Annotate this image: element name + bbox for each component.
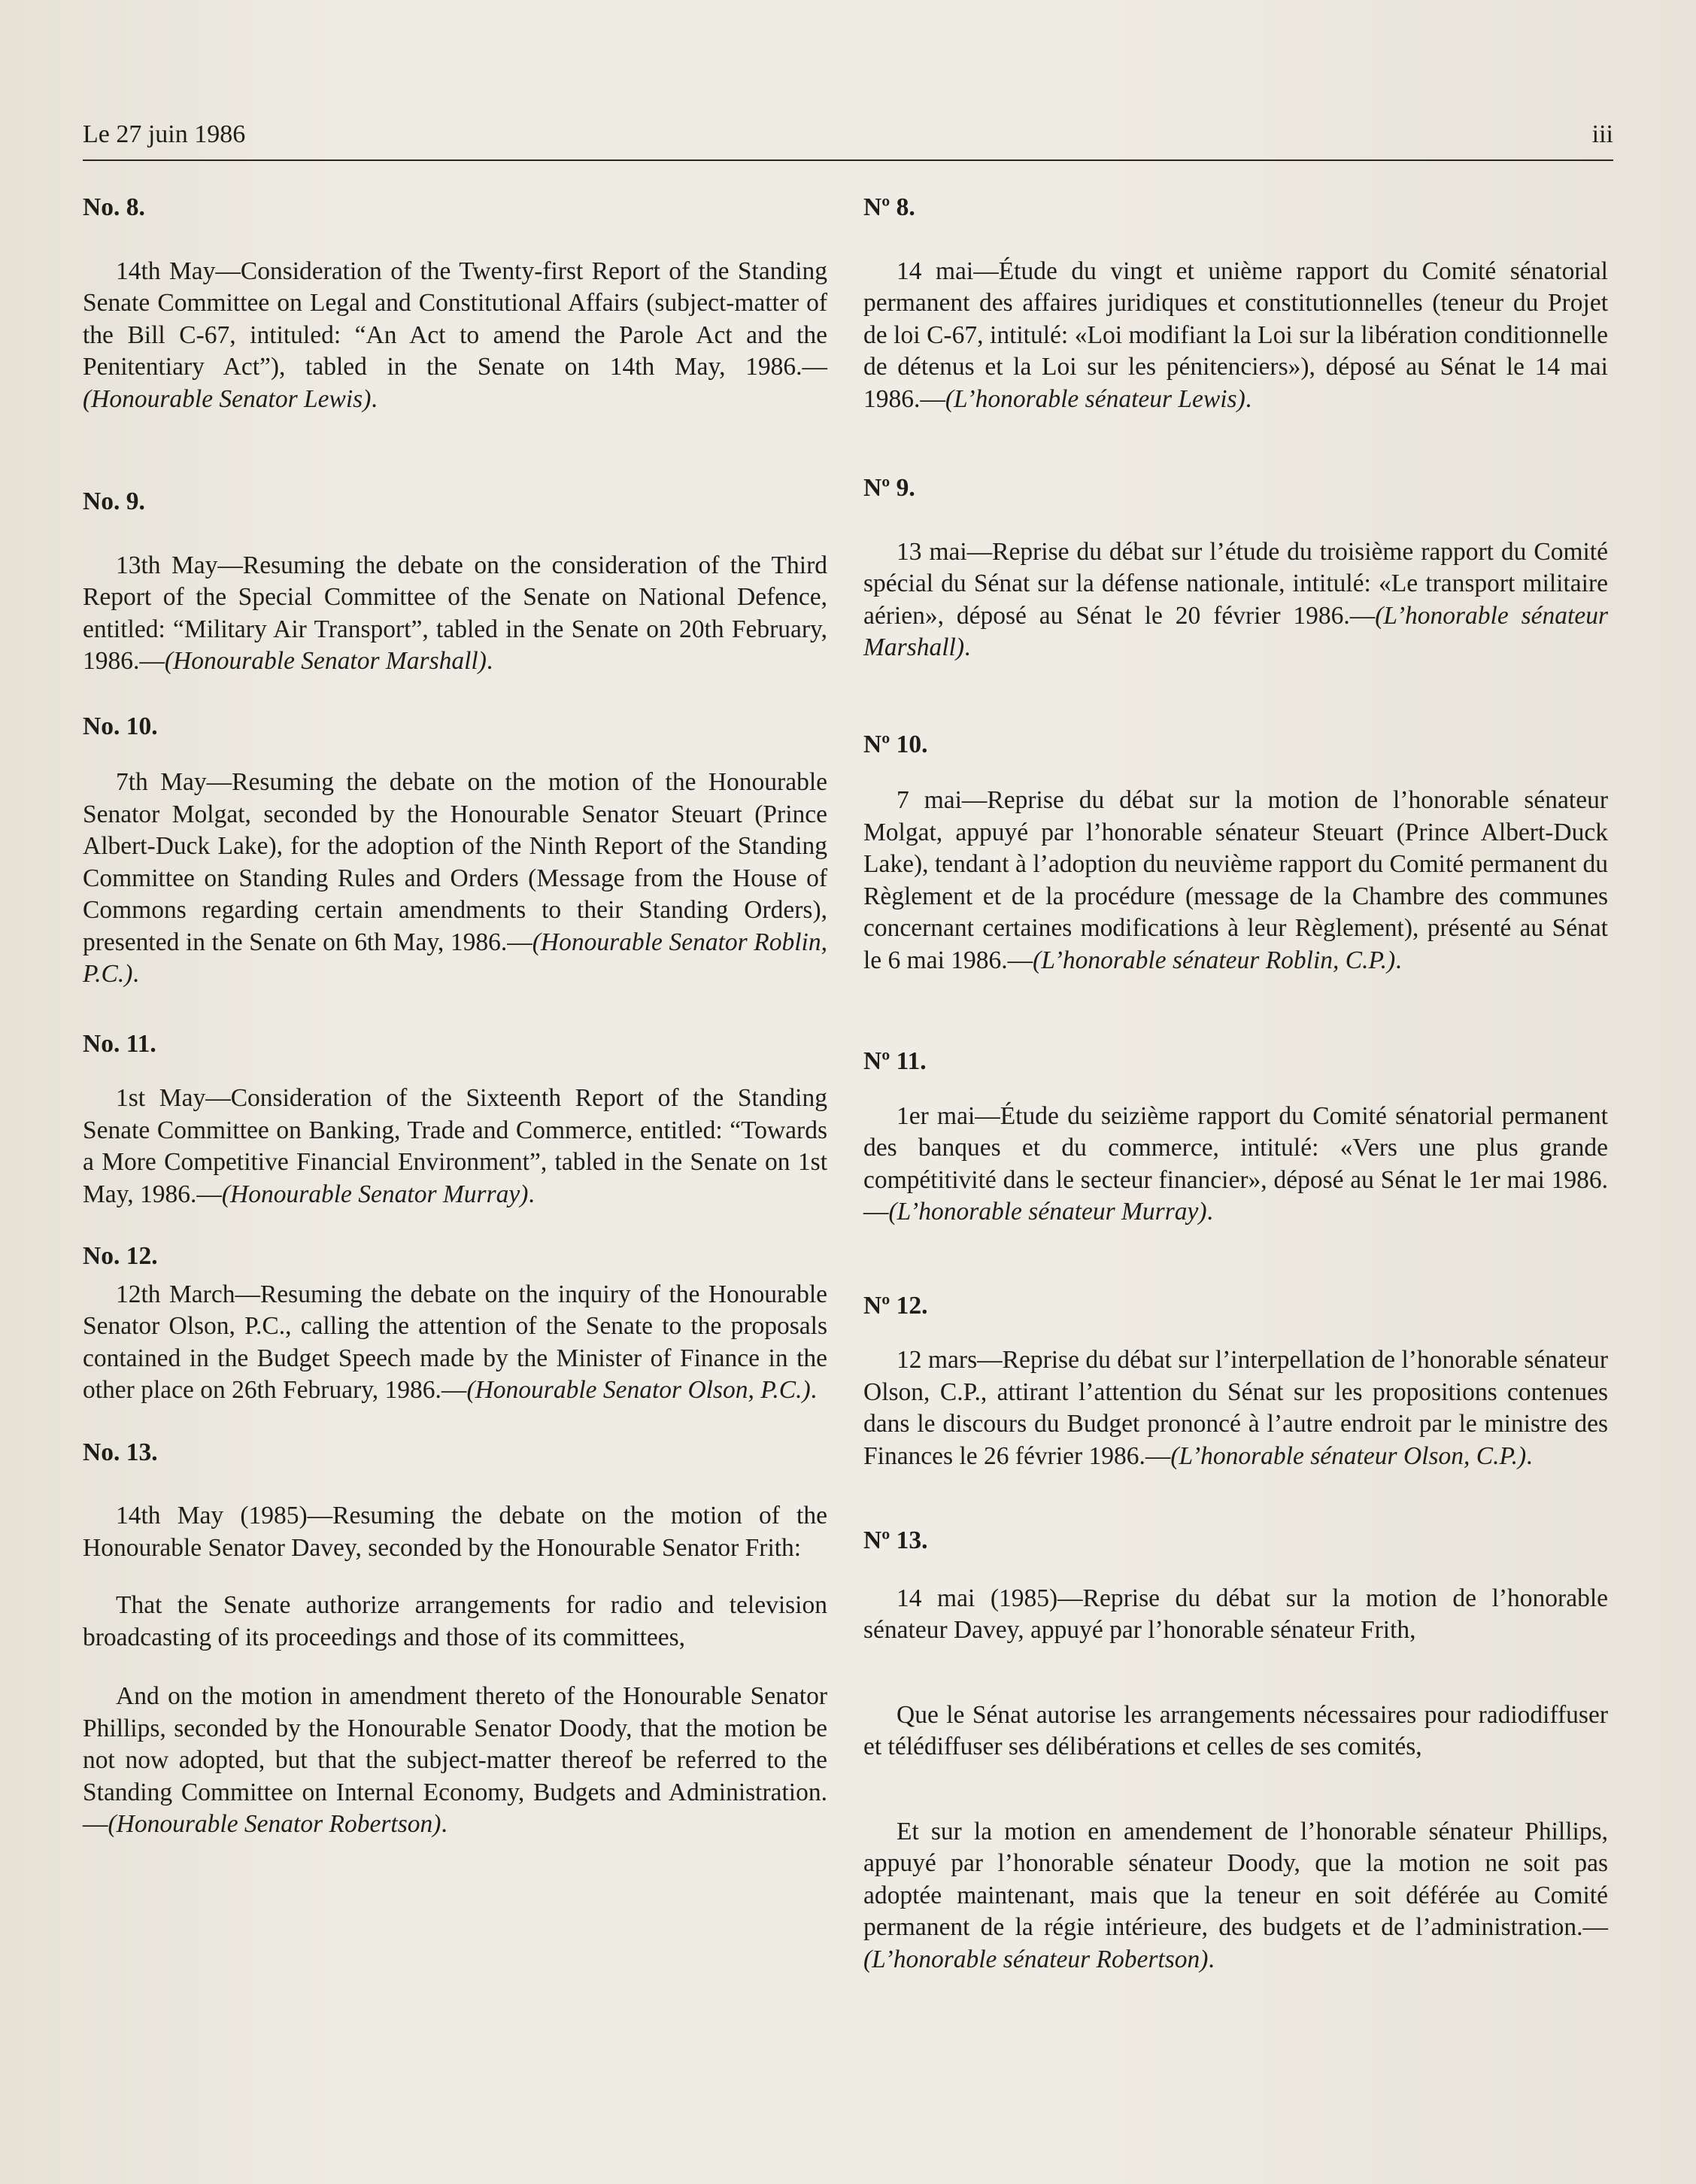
header-rule — [83, 159, 1613, 161]
item-heading: No. 11. — [83, 1029, 156, 1058]
french-column — [863, 192, 1608, 1976]
item-heading: Nº 11. — [863, 1047, 927, 1075]
item-paragraph: 12th March—Resuming the debate on the inquiry of the Honourable Senator Olson, P.C., calling the attention of the Senate to the proposals contained in the Budget Speech made by the Minister of Finance in the other place on 26th February, 1986.—(Honourable Senator Olson, P.C.). — [83, 1280, 827, 1404]
item-paragraph: 13 mai—Reprise du débat sur l’étude du troisième rapport du Comité spécial du Sénat sur la défense nationale, intitulé: «Le transport militaire aérien», déposé au Sénat le 20 février 1986.—(L’honorable sénateur Marshall). — [863, 537, 1608, 661]
item-paragraph: 14 mai (1985)—Reprise du débat sur la motion de l’honorable sénateur Davey, appuyé par l’honorable sénateur Frith, — [863, 1584, 1608, 1644]
header-date: Le 27 juin 1986 — [83, 120, 246, 148]
item-paragraph: 1st May—Consideration of the Sixteenth Report of the Standing Senate Committee on Banking, Trade and Commerce, entitled: “Towards a More Competitive Financial Environment”, tabled in the Senate on 1st May, 1986.—(Honourable Senator Murray). — [83, 1084, 827, 1208]
item-heading: No. 9. — [83, 488, 145, 515]
item-heading: No. 12. — [83, 1242, 158, 1270]
item-heading: Nº 12. — [863, 1291, 928, 1320]
english-column — [83, 192, 827, 1841]
item-heading: Nº 10. — [863, 730, 928, 758]
page-header — [83, 120, 1613, 158]
item-paragraph: And on the motion in amendment thereto of the Honourable Senator Phillips, seconded by the Honourable Senator Doody, that the motion be not now adopted, but that the subject-matter thereof be referred to the Standing Committee on Internal Economy, Budgets and Administration.—(Honourable Senator Robertson). — [83, 1682, 827, 1838]
item-paragraph: 7 mai—Reprise du débat sur la motion de l’honorable sénateur Molgat, appuyé par l’honorable sénateur Steuart (Prince Albert-Duck Lake), tendant à l’adoption du neuvième rapport du Comité permanent du Règlement et de la procédure (message de la Chambre des communes concernant certaines modifications à leur Règlement), présenté au Sénat le 6 mai 1986.—(L’honorable sénateur Roblin, C.P.). — [863, 786, 1608, 974]
item-heading: No. 10. — [83, 712, 158, 740]
item-heading: No. 13. — [83, 1438, 158, 1466]
item-paragraph: That the Senate authorize arrangements for radio and television broadcasting of its proceedings and those of its committees, — [83, 1591, 827, 1651]
item-paragraph: 12 mars—Reprise du débat sur l’interpellation de l’honorable sénateur Olson, C.P., attirant l’attention du Sénat sur les propositions contenues dans le discours du Budget prononcé à l’autre endroit par le ministre des Finances le 26 février 1986.—(L’honorable sénateur Olson, C.P.). — [863, 1346, 1608, 1470]
item-heading: No. 8. — [83, 193, 145, 221]
item-paragraph: 14th May (1985)—Resuming the debate on the motion of the Honourable Senator Davey, seconded by the Honourable Senator Frith: — [83, 1502, 827, 1562]
item-heading: Nº 13. — [863, 1526, 928, 1554]
item-paragraph: 14th May—Consideration of the Twenty-first Report of the Standing Senate Committee on Legal and Constitutional Affairs (subject-matter of the Bill C-67, intituled: “An Act to amend the Parole Act and the Penitentiary Act”), tabled in the Senate on 14th May, 1986.—(Honourable Senator Lewis). — [83, 257, 827, 413]
item-paragraph: Et sur la motion en amendement de l’honorable sénateur Phillips, appuyé par l’honorable sénateur Doody, que la motion ne soit pas adoptée maintenant, mais que la teneur en soit déférée au Comité permanent de la régie intérieure, des budgets et de l’administration.—(L’honorable sénateur Robertson). — [863, 1817, 1608, 1973]
item-paragraph: 7th May—Resuming the debate on the motion of the Honourable Senator Molgat, seconded by the Honourable Senator Steuart (Prince Albert-Duck Lake), for the adoption of the Ninth Report of the Standing Committee on Standing Rules and Orders (Message from the House of Commons regarding certain amendments to their Standing Orders), presented in the Senate on 6th May, 1986.—(Honourable Senator Roblin, P.C.). — [83, 768, 827, 988]
item-paragraph: 13th May—Resuming the debate on the consideration of the Third Report of the Special Committee of the Senate on National Defence, entitled: “Military Air Transport”, tabled in the Senate on 20th February, 1986.—(Honourable Senator Marshall). — [83, 551, 827, 675]
item-heading: Nº 9. — [863, 474, 915, 502]
item-heading: Nº 8. — [863, 193, 915, 221]
item-paragraph: 1er mai—Étude du seizième rapport du Comité sénatorial permanent des banques et du commerce, intitulé: «Vers une plus grande compétitivité dans le secteur financier», déposé au Sénat le 1er mai 1986.—(L’honorable sénateur Murray). — [863, 1101, 1608, 1226]
item-paragraph: Que le Sénat autorise les arrangements nécessaires pour radiodiffuser et télédiffuser ses délibérations et celles de ses comités, — [863, 1700, 1608, 1760]
page-number: iii — [1591, 120, 1613, 148]
item-paragraph: 14 mai—Étude du vingt et unième rapport du Comité sénatorial permanent des affaires juridiques et constitutionnelles (teneur du Projet de loi C-67, intitulé: «Loi modifiant la Loi sur la libération conditionnelle de détenus et la Loi sur les pénitenciers»), déposé au Sénat le 14 mai 1986.—(L’honorable sénateur Lewis). — [863, 257, 1608, 413]
